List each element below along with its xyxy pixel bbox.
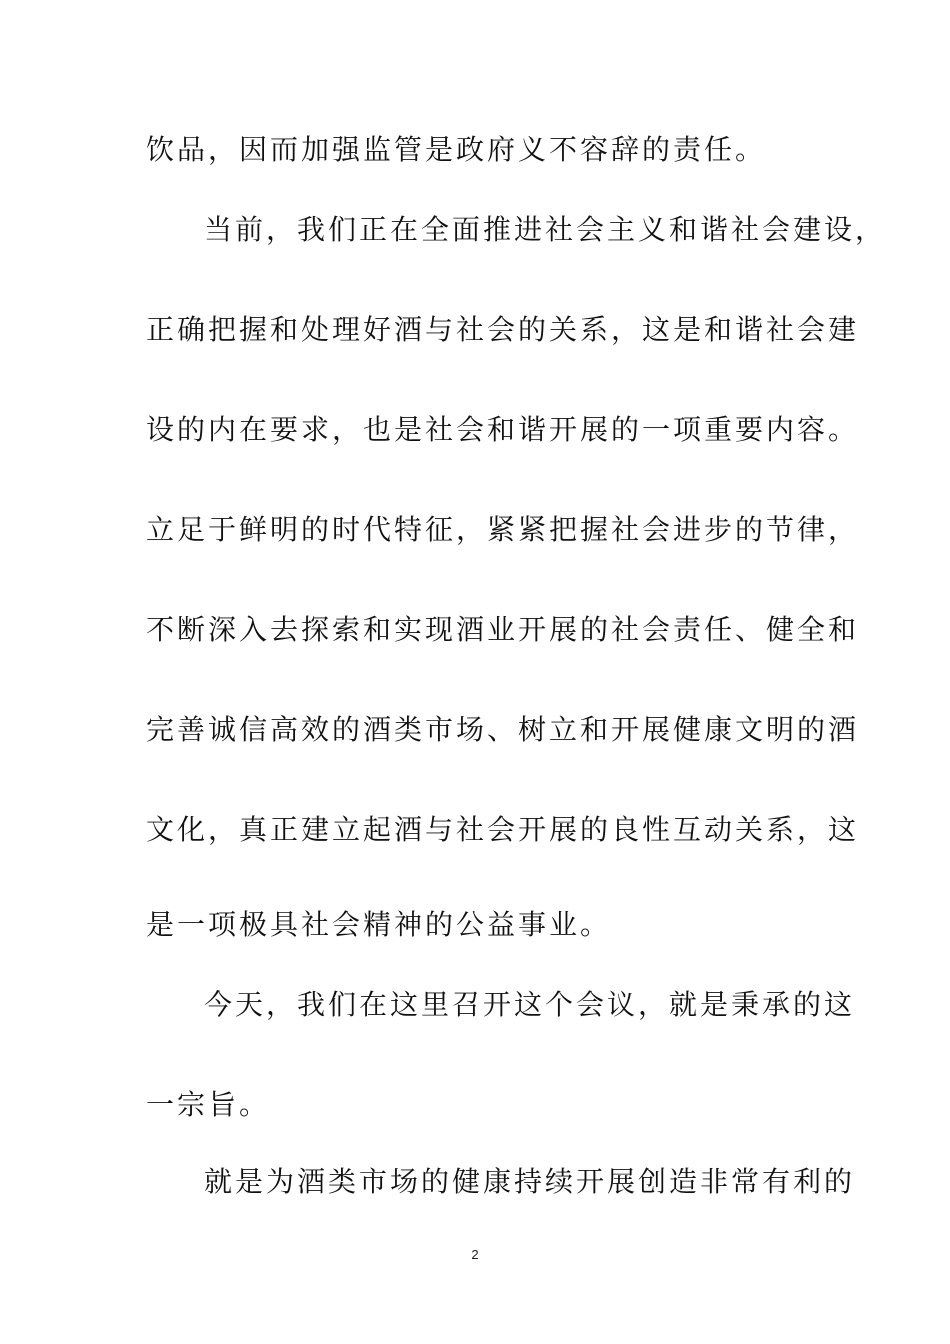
- text-line: 是一项极具社会精神的公益事业。: [146, 908, 612, 941]
- text-line: 立足于鲜明的时代特征，紧紧把握社会进步的节律，: [146, 513, 860, 546]
- paragraph-start-line: 今天，我们在这里召开这个会议，就是秉承的这: [204, 988, 856, 1021]
- text-line: 一宗旨。: [146, 1088, 271, 1121]
- text-line: 设的内在要求，也是社会和谐开展的一项重要内容。: [146, 413, 860, 446]
- text-line: 完善诚信高效的酒类市场、树立和开展健康文明的酒: [146, 713, 860, 746]
- paragraph-start-line: 当前，我们正在全面推进社会主义和谐社会建设，: [204, 213, 887, 246]
- text-line: 文化，真正建立起酒与社会开展的良性互动关系，这: [146, 813, 860, 846]
- text-line: 不断深入去探索和实现酒业开展的社会责任、健全和: [146, 613, 860, 646]
- paragraph-start-line: 就是为酒类市场的健康持续开展创造非常有利的: [204, 1165, 856, 1198]
- text-line: 饮品，因而加强监管是政府义不容辞的责任。: [146, 133, 767, 166]
- page-number: 2: [471, 1247, 479, 1262]
- text-line: 正确把握和处理好酒与社会的关系，这是和谐社会建: [146, 313, 860, 346]
